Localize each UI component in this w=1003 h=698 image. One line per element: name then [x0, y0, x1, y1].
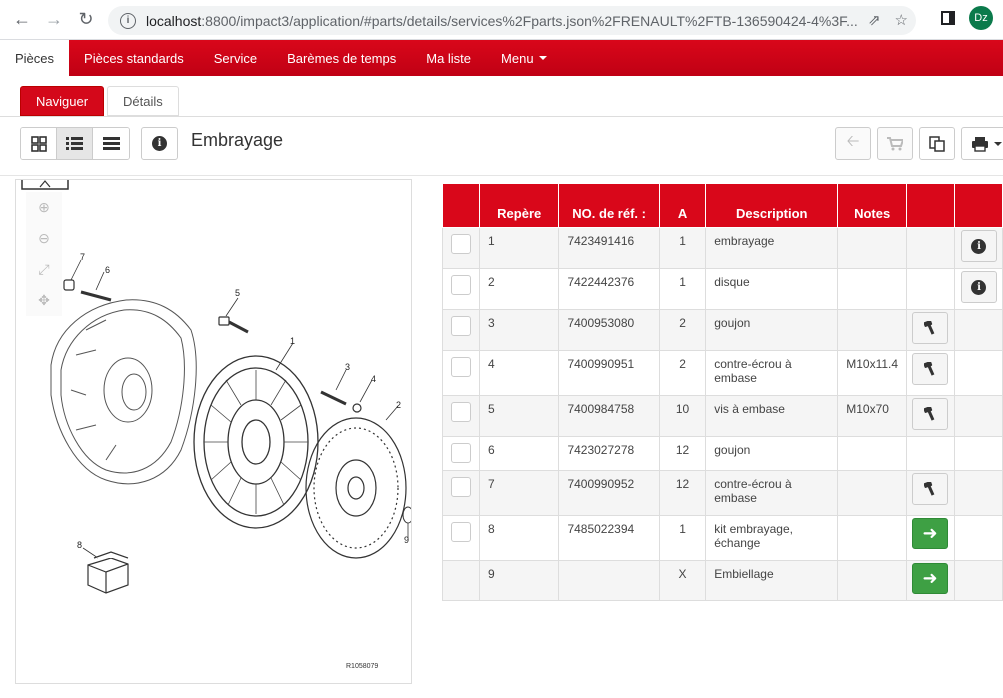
info-cell — [954, 437, 1002, 471]
list-view-button[interactable] — [93, 128, 129, 159]
info-icon: i — [971, 239, 986, 254]
view-mode-group — [20, 127, 130, 160]
action-cell — [907, 351, 955, 396]
select-cell — [443, 228, 480, 269]
diagram-label: 5 — [235, 288, 241, 298]
diagram-label: 2 — [396, 400, 402, 410]
repere-cell: 2 — [480, 269, 559, 310]
row-checkbox[interactable] — [451, 522, 471, 542]
info-button[interactable] — [141, 127, 178, 160]
action-cell — [907, 437, 955, 471]
tool-button[interactable] — [912, 312, 948, 344]
description-cell: kit embrayage, échange — [706, 516, 838, 561]
main-menu — [0, 40, 1003, 76]
ref-cell: 7423491416 — [559, 228, 659, 269]
row-checkbox[interactable] — [451, 316, 471, 336]
row-checkbox[interactable] — [451, 275, 471, 295]
copy-icon — [929, 136, 945, 152]
divider — [0, 116, 1003, 117]
go-button[interactable] — [912, 563, 948, 594]
exploded-diagram-panel[interactable] — [15, 179, 412, 684]
grid-icon — [31, 136, 47, 152]
qty-cell: 12 — [659, 471, 705, 516]
menu-label: Menu — [501, 50, 534, 66]
parts-table — [442, 183, 1003, 601]
note-cell — [838, 437, 907, 471]
caret-down-icon — [539, 56, 547, 60]
menu-item-ma-liste[interactable]: Ma liste — [426, 50, 472, 66]
browser-toolbar — [0, 0, 1003, 40]
url-path: :8800/impact3/application/#parts/details/services%2Fparts.json%2FRENAULT%2FTB-136590424-4%3F... — [201, 12, 858, 29]
row-checkbox[interactable] — [451, 443, 471, 463]
table-row[interactable] — [443, 310, 1003, 351]
tool-button[interactable] — [912, 473, 948, 505]
bolt-icon — [924, 321, 936, 335]
description-cell: vis à embase — [706, 396, 838, 437]
note-cell — [838, 310, 907, 351]
qty-cell: 1 — [659, 228, 705, 269]
ref-cell: 7400990951 — [559, 351, 659, 396]
note-cell: M10x70 — [838, 396, 907, 437]
description-cell: Embiellage — [706, 561, 838, 601]
tool-button[interactable] — [912, 353, 948, 385]
action-cell — [907, 228, 955, 269]
profile-avatar[interactable]: Dz — [969, 6, 993, 30]
info-cell — [954, 471, 1002, 516]
table-row[interactable] — [443, 396, 1003, 437]
info-row-button[interactable] — [961, 230, 997, 262]
note-cell — [838, 269, 907, 310]
col-select — [443, 184, 480, 228]
qty-cell: X — [659, 561, 705, 601]
info-icon: i — [152, 136, 167, 151]
page-title: Embrayage — [191, 130, 284, 150]
repere-cell: 5 — [480, 396, 559, 437]
table-row[interactable] — [443, 351, 1003, 396]
select-cell — [443, 516, 480, 561]
col-description: Description — [706, 184, 838, 228]
tab-details[interactable]: Détails — [107, 86, 179, 116]
note-cell — [838, 516, 907, 561]
action-cell — [907, 561, 955, 601]
split-view-button[interactable] — [57, 128, 93, 159]
reload-icon[interactable]: ↻ — [78, 9, 94, 29]
diagram-label: 9 — [404, 535, 410, 545]
zoom-in-icon[interactable]: ⊕ — [26, 192, 62, 223]
parts-table-body — [443, 228, 1003, 601]
menu-item-pieces[interactable]: Pièces — [0, 40, 69, 76]
select-cell — [443, 269, 480, 310]
bookmark-star-icon[interactable]: ☆ — [894, 12, 908, 29]
note-cell — [838, 561, 907, 601]
action-cell — [907, 516, 955, 561]
ref-cell: 7400953080 — [559, 310, 659, 351]
go-button[interactable] — [912, 518, 948, 549]
note-cell — [838, 228, 907, 269]
info-cell — [954, 310, 1002, 351]
col-info — [954, 184, 1002, 228]
qty-cell: 2 — [659, 310, 705, 351]
select-cell — [443, 396, 480, 437]
col-action — [907, 184, 955, 228]
ref-cell — [559, 561, 659, 601]
arrow-right-icon: ➜ — [922, 523, 938, 543]
address-bar[interactable] — [108, 6, 916, 35]
ref-cell: 7422442376 — [559, 269, 659, 310]
info-cell — [954, 351, 1002, 396]
diagram-label: 4 — [371, 374, 377, 384]
menu-item-baremes[interactable]: Barèmes de temps — [287, 50, 397, 66]
action-cell — [907, 269, 955, 310]
print-button[interactable] — [961, 127, 1003, 160]
qty-cell: 1 — [659, 269, 705, 310]
repere-cell: 3 — [480, 310, 559, 351]
repere-cell: 7 — [480, 471, 559, 516]
select-cell — [443, 310, 480, 351]
row-checkbox[interactable] — [451, 234, 471, 254]
bolt-icon — [924, 407, 936, 421]
divider — [0, 175, 1003, 176]
diagram-label: 7 — [80, 252, 86, 262]
info-cell — [954, 269, 1002, 310]
zoom-out-icon[interactable]: ⊖ — [26, 223, 62, 254]
table-row[interactable] — [443, 437, 1003, 471]
qty-cell: 2 — [659, 351, 705, 396]
row-checkbox[interactable] — [451, 357, 471, 377]
grid-view-button[interactable] — [21, 128, 57, 159]
info-cell — [954, 516, 1002, 561]
info-cell — [954, 396, 1002, 437]
col-repere: Repère — [480, 184, 559, 228]
diagram-label: 1 — [290, 336, 296, 346]
ref-cell: 7485022394 — [559, 516, 659, 561]
action-cell — [907, 471, 955, 516]
repere-cell: 9 — [480, 561, 559, 601]
repere-cell: 8 — [480, 516, 559, 561]
list-detail-icon — [66, 136, 83, 151]
description-cell: goujon — [706, 310, 838, 351]
ref-cell: 7400984758 — [559, 396, 659, 437]
share-icon[interactable]: ⇗ — [867, 12, 881, 29]
repere-cell: 6 — [480, 437, 559, 471]
cart-icon — [887, 137, 903, 151]
bolt-icon — [924, 482, 936, 496]
menu-item-menu[interactable] — [486, 40, 562, 76]
qty-cell: 10 — [659, 396, 705, 437]
table-row[interactable] — [443, 228, 1003, 269]
select-cell — [443, 561, 480, 601]
qty-cell: 12 — [659, 437, 705, 471]
description-cell: embrayage — [706, 228, 838, 269]
diagram-reference: R1058079 — [346, 663, 379, 670]
caret-down-icon — [994, 142, 1002, 146]
menu-item-pieces-standards[interactable]: Pièces standards — [84, 50, 184, 66]
clutch-diagram — [16, 180, 412, 684]
table-row[interactable] — [443, 471, 1003, 516]
description-cell: disque — [706, 269, 838, 310]
bolt-icon — [924, 362, 936, 376]
diagram-label: 6 — [105, 265, 111, 275]
select-cell — [443, 471, 480, 516]
col-notes: Notes — [838, 184, 907, 228]
table-row[interactable] — [443, 516, 1003, 561]
repere-cell: 1 — [480, 228, 559, 269]
pan-icon[interactable]: ✥ — [26, 285, 62, 316]
view-tabs — [20, 86, 179, 116]
row-checkbox[interactable] — [451, 477, 471, 497]
info-cell — [954, 561, 1002, 601]
diagram-label: 8 — [77, 540, 83, 550]
diagram-label: 3 — [345, 362, 351, 372]
url-host: localhost — [146, 12, 202, 29]
table-row[interactable] — [443, 269, 1003, 310]
fit-screen-icon[interactable]: ⤢ — [26, 254, 62, 285]
col-qty: A — [659, 184, 705, 228]
description-cell: contre-écrou à embase — [706, 351, 838, 396]
col-ref: NO. de réf. : — [559, 184, 659, 228]
tool-button[interactable] — [912, 398, 948, 430]
sidebar-toggle-icon[interactable] — [941, 11, 955, 25]
repere-cell: 4 — [480, 351, 559, 396]
description-cell: contre-écrou à embase — [706, 471, 838, 516]
back-icon[interactable]: ← — [13, 9, 31, 29]
table-row[interactable] — [443, 561, 1003, 601]
tab-naviguer[interactable]: Naviguer — [20, 86, 104, 116]
list-icon — [103, 136, 120, 151]
note-cell: M10x11.4 — [838, 351, 907, 396]
action-cell — [907, 396, 955, 437]
note-cell — [838, 471, 907, 516]
select-cell — [443, 437, 480, 471]
printer-icon — [971, 136, 989, 152]
ref-cell: 7400990952 — [559, 471, 659, 516]
forward-icon[interactable]: → — [45, 9, 63, 29]
zoom-controls — [26, 192, 62, 316]
row-checkbox[interactable] — [451, 402, 471, 422]
action-cell — [907, 310, 955, 351]
info-cell — [954, 228, 1002, 269]
copy-button[interactable] — [919, 127, 955, 160]
back-arrow-button[interactable] — [835, 127, 871, 160]
menu-item-service[interactable]: Service — [213, 50, 258, 66]
qty-cell: 1 — [659, 516, 705, 561]
ref-cell: 7423027278 — [559, 437, 659, 471]
cart-button[interactable] — [877, 127, 913, 160]
select-cell — [443, 351, 480, 396]
info-icon: i — [971, 280, 986, 295]
description-cell: goujon — [706, 437, 838, 471]
site-info-icon[interactable]: i — [120, 13, 136, 29]
arrow-left-icon: 🡠 — [846, 133, 860, 150]
arrow-right-icon: ➜ — [922, 568, 938, 588]
info-row-button[interactable] — [961, 271, 997, 303]
